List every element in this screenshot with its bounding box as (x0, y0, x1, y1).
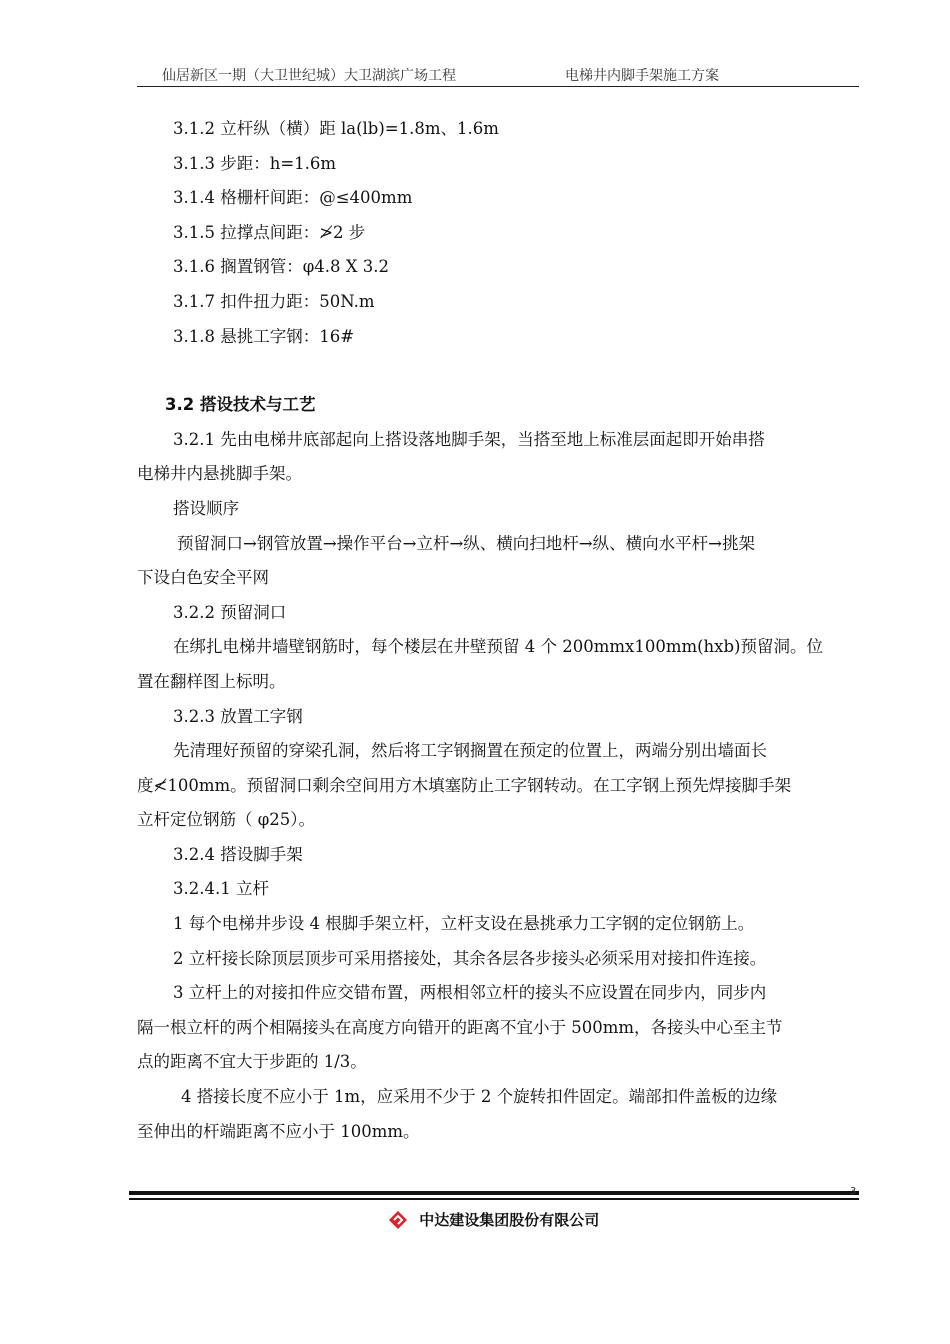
paragraph-line: 置在翻样图上标明。 (137, 671, 286, 691)
spec-line: 3.1.5 拉撑点间距：≯2 步 (173, 222, 366, 242)
paragraph-line: 预留洞口→钢管放置→操作平台→立杆→纵、横向扫地杆→纵、横向水平杆→挑架 (177, 533, 755, 553)
company-name: 中达建设集团股份有限公司 (419, 1211, 600, 1229)
paragraph-line: 3.2.1 先由电梯井底部起向上搭设落地脚手架，当搭至地上标准层面起即开始串搭 (173, 429, 765, 449)
paragraph-line: 度≮100mm。预留洞口剩余空间用方木填塞防止工字钢转动。在工字钢上预先焊接脚手架 (137, 775, 792, 795)
paragraph-line: 4 搭接长度不应小于 1m，应采用不少于 2 个旋转扣件固定。端部扣件盖板的边缘 (181, 1087, 778, 1107)
paragraph-line: 3 立杆上的对接扣件应交错布置，两根相邻立杆的接头不应设置在同步内，同步内 (173, 983, 767, 1003)
footer-rule-thin (129, 1198, 859, 1200)
paragraph-line: 3.2.4.1 立杆 (173, 879, 269, 899)
company-footer (388, 1209, 599, 1233)
header-project-name: 仙居新区一期（大卫世纪城）大卫湖滨广场工程 (162, 68, 456, 84)
page-number: 3 (850, 1186, 857, 1197)
paragraph-line: 电梯井内悬挑脚手架。 (137, 464, 302, 484)
section-heading: 3.2 搭设技术与工艺 (165, 395, 316, 415)
header-document-title: 电梯井内脚手架施工方案 (565, 68, 719, 84)
paragraph-line: 在绑扎电梯井墙壁钢筋时，每个楼层在井壁预留 4 个 200mmx100mm(hxb)预留洞。位 (173, 637, 823, 657)
spec-line: 3.1.7 扣件扭力距：50N.m (173, 291, 375, 311)
document-body (137, 112, 859, 1149)
paragraph-line: 3.2.4 搭设脚手架 (173, 844, 303, 864)
paragraph-line: 3.2.2 预留洞口 (173, 602, 287, 622)
paragraph-line: 1 每个电梯井步设 4 根脚手架立杆，立杆支设在悬挑承力工字钢的定位钢筋上。 (173, 914, 755, 934)
spec-line: 3.1.6 搁置钢管：φ4.8 X 3.2 (173, 257, 389, 277)
page-header (137, 64, 859, 87)
footer-rule-thick (129, 1191, 859, 1195)
paragraph-line: 隔一根立杆的两个相隔接头在高度方向错开的距离不宜小于 500mm，各接头中心至主节 (137, 1017, 783, 1037)
spec-line: 3.1.2 立杆纵（横）距 la(lb)=1.8m、1.6m (173, 119, 499, 138)
company-logo-icon (388, 1210, 408, 1230)
paragraph-line: 点的距离不宜大于步距的 1/3。 (137, 1052, 367, 1072)
paragraph-line: 搭设顺序 (173, 498, 239, 518)
spec-line: 3.1.4 格栅杆间距：@≤400mm (173, 188, 413, 208)
paragraph-line: 2 立杆接长除顶层顶步可采用搭接处，其余各层各步接头必须采用对接扣件连接。 (173, 948, 767, 968)
paragraph-line: 下设白色安全平网 (137, 568, 269, 588)
spec-line: 3.1.8 悬挑工字钢：16# (173, 326, 355, 346)
paragraph-line: 先清理好预留的穿梁孔洞，然后将工字钢搁置在预定的位置上，两端分别出墙面长 (173, 741, 767, 761)
spacer (137, 354, 859, 388)
paragraph-line: 至伸出的杆端距离不应小于 100mm。 (137, 1121, 420, 1141)
paragraph-line: 3.2.3 放置工字钢 (173, 706, 303, 726)
paragraph-line: 立杆定位钢筋（ φ25）。 (137, 810, 316, 830)
spec-line: 3.1.3 步距：h=1.6m (173, 153, 337, 173)
